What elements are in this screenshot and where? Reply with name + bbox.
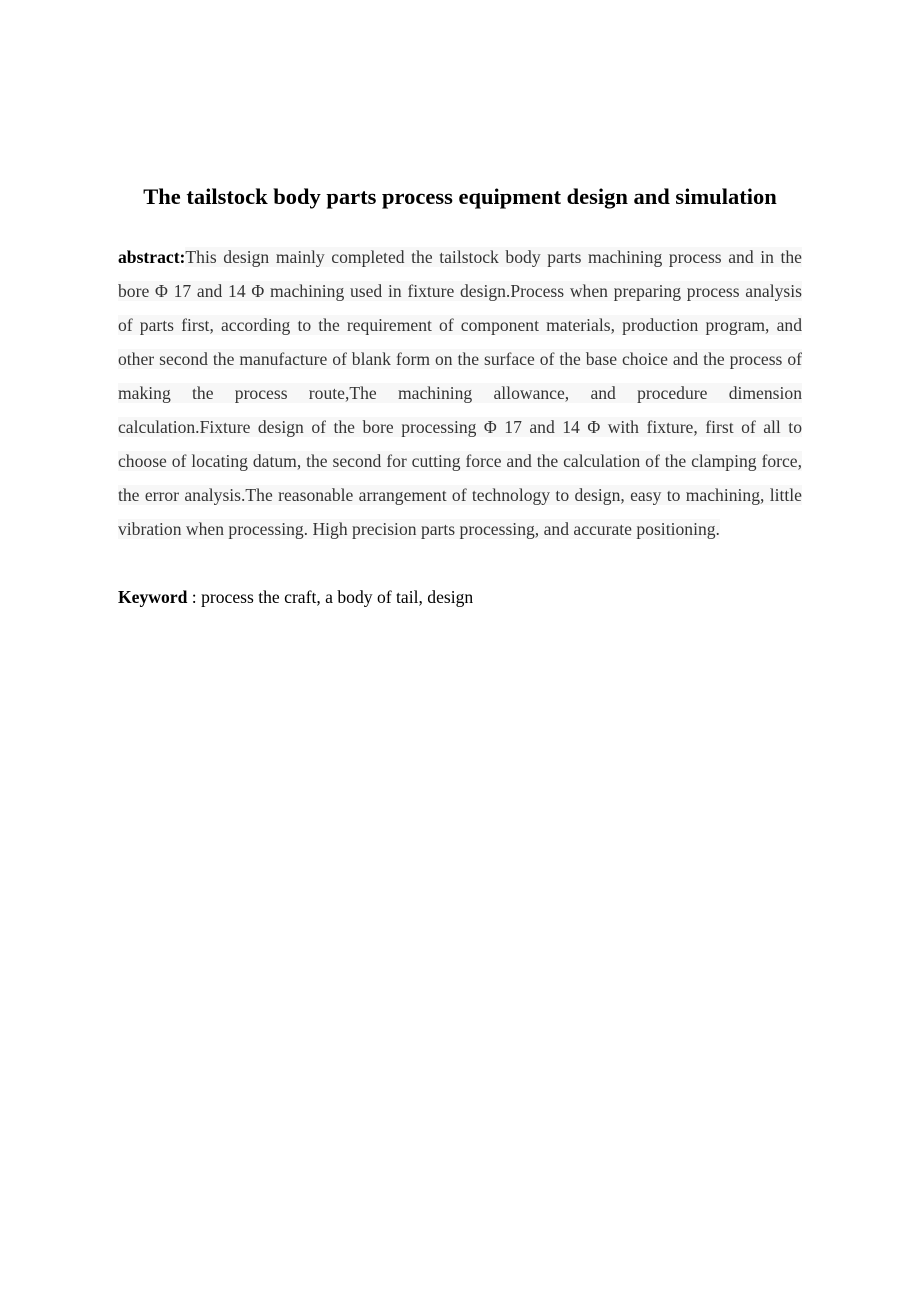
abstract-text: This design mainly completed the tailstock body parts machining process and in the bore Φ 17 and 14 Φ machining used in fixture design.Process when preparing process analysis of parts first, according to the requirement of component materials, production program, and other second the manufacture of blank form on the surface of the base choice and the process of making the process route,The machining allowance, and procedure dimension calculation.Fixture design of the bore processing Φ 17 and 14 Φ with fixture, first of all to choose of locating datum, the second for cutting force and the calculation of the clamping force, the error analysis.The reasonable arrangement of technology to design, easy to machining, little vibration when processing. High precision parts processing, and accurate positioning. [118, 247, 802, 539]
keyword-label: Keyword [118, 587, 188, 607]
document-title: The tailstock body parts process equipment design and simulation [143, 184, 777, 209]
abstract-paragraph [118, 240, 802, 546]
abstract-label: abstract: [118, 247, 186, 267]
keyword-line [118, 580, 802, 614]
keyword-text: : process the craft, a body of tail, design [187, 587, 474, 607]
